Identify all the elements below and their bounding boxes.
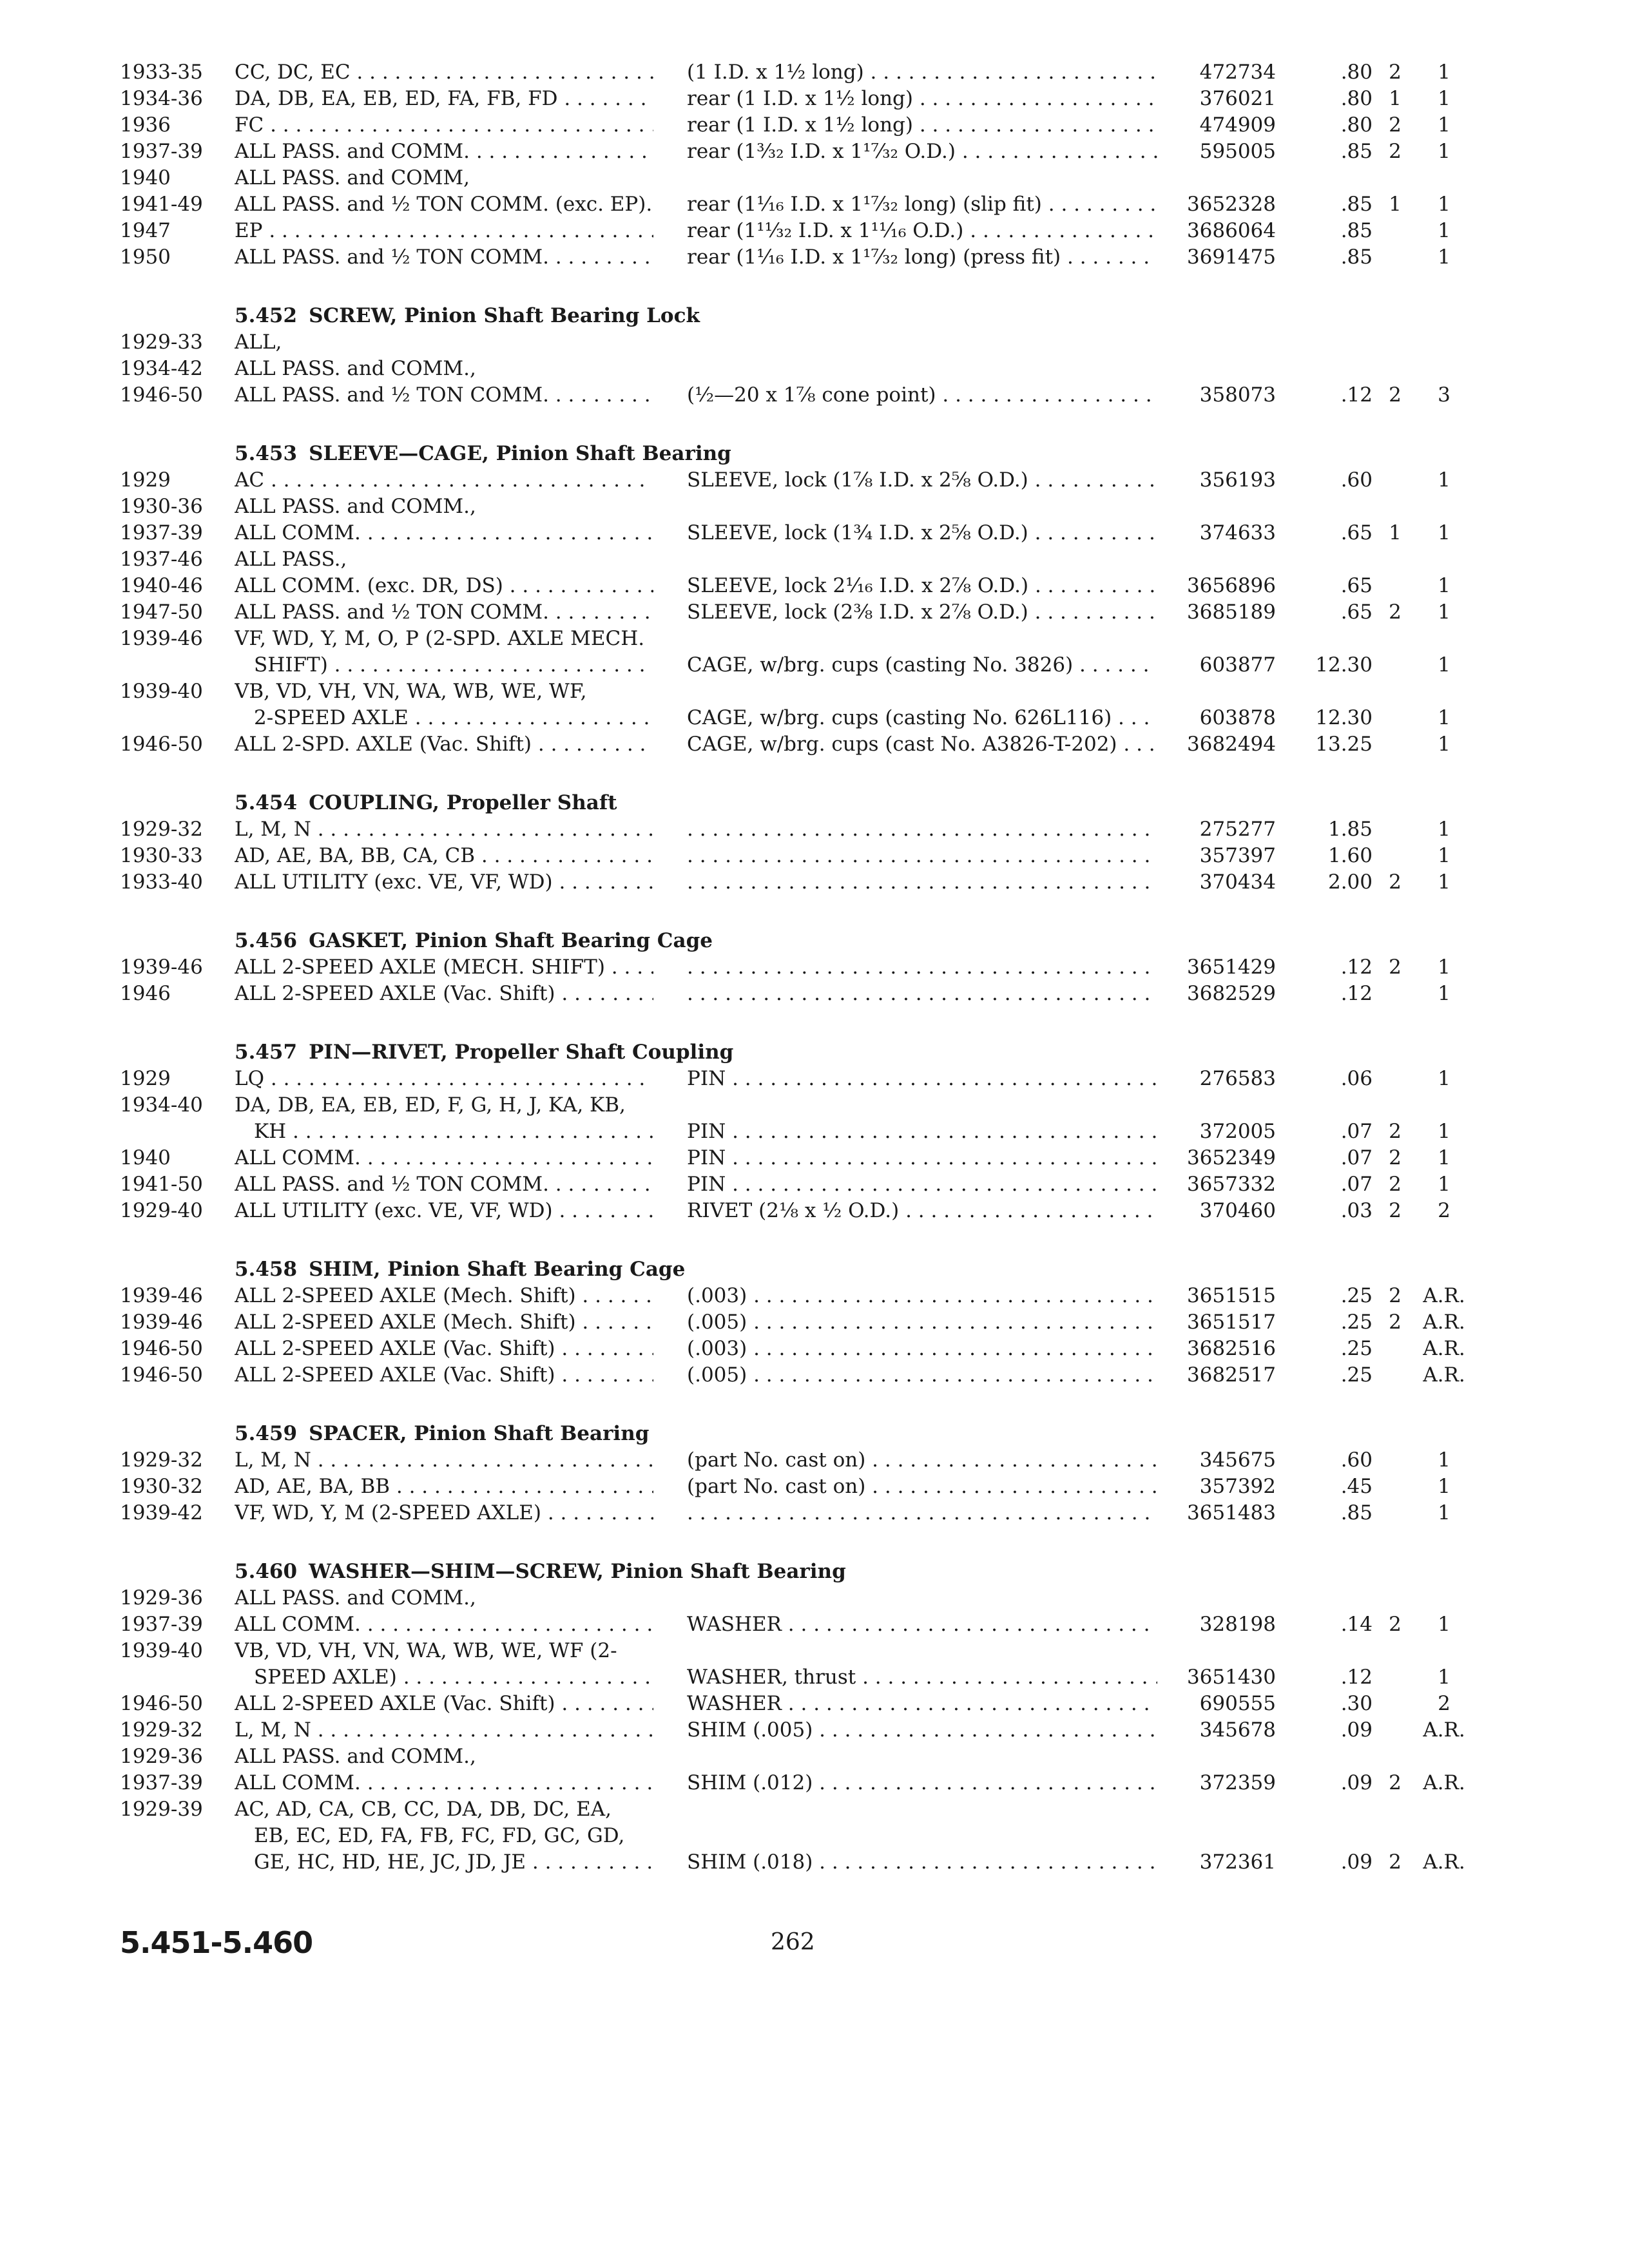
quantity: 1 <box>1438 1448 1451 1472</box>
model-list: FC . . . <box>235 112 653 138</box>
model-years: 1937-39 <box>120 1771 203 1794</box>
model-years: 1930-33 <box>120 844 203 867</box>
part-description: rear (1 I.D. x 1½ long) . . . <box>687 112 1157 138</box>
list-price: .65 <box>1340 574 1373 597</box>
model-years: 1939-46 <box>120 627 203 650</box>
quantity: A.R. <box>1423 1771 1465 1794</box>
model-years: 1934-40 <box>120 1093 203 1117</box>
model-list: AC, AD, CA, CB, CC, DA, DB, DC, EA, <box>235 1798 612 1821</box>
part-number: 472734 <box>1199 61 1276 84</box>
list-price: .30 <box>1340 1692 1373 1715</box>
part-description: rear (1¹⁄₁₆ I.D. x 1¹⁷⁄₃₂ long) (slip fit) . . . <box>687 191 1157 217</box>
part-description: SHIM (.012) . . . <box>687 1770 1157 1796</box>
part-description: CAGE, w/brg. cups (casting No. 3826) . . . <box>687 652 1157 678</box>
part-description: (.005) . . . <box>687 1309 1157 1335</box>
part-description: PIN . . . <box>687 1066 1157 1091</box>
quantity: 1 <box>1438 521 1451 544</box>
list-price: .09 <box>1340 1850 1373 1874</box>
part-description: PIN . . . <box>687 1171 1157 1197</box>
model-list: ALL 2-SPEED AXLE (Mech. Shift) . . . <box>235 1283 653 1309</box>
part-description: SHIM (.018) . . . <box>687 1849 1157 1875</box>
model-list: AC . . . <box>235 467 653 493</box>
quantity: 1 <box>1438 193 1451 216</box>
section-range-label: 5.451-5.460 <box>120 1925 313 1960</box>
part-description: SLEEVE, lock (1¾ I.D. x 2⅝ O.D.) . . . <box>687 520 1157 546</box>
part-number: 372361 <box>1199 1850 1276 1874</box>
model-list: ALL COMM. (exc. DR, DS) . . . <box>235 573 653 599</box>
quantity: 1 <box>1438 468 1451 492</box>
model-list: ALL 2-SPEED AXLE (Mech. Shift) . . . <box>235 1309 653 1335</box>
section-title: SPACER, Pinion Shaft Bearing <box>309 1422 650 1445</box>
group-code: 2 <box>1389 601 1402 624</box>
part-number: 3682494 <box>1186 733 1276 756</box>
model-list: ALL, <box>235 331 282 354</box>
model-list: DA, DB, EA, EB, ED, FA, FB, FD . . . <box>235 86 653 111</box>
quantity: A.R. <box>1423 1337 1465 1360</box>
list-price: .12 <box>1340 1666 1373 1689</box>
model-list: ALL PASS. and COMM., <box>235 1586 476 1610</box>
model-years: 1929-40 <box>120 1199 203 1222</box>
model-years: 1939-42 <box>120 1501 203 1524</box>
list-price: .12 <box>1340 982 1373 1005</box>
list-price: .65 <box>1340 601 1373 624</box>
model-years: 1937-39 <box>120 140 203 163</box>
part-description: rear (1 I.D. x 1½ long) . . . <box>687 86 1157 111</box>
model-list: ALL UTILITY (exc. VE, VF, WD) . . . <box>235 1198 653 1224</box>
part-number: 690555 <box>1199 1692 1276 1715</box>
list-price: 12.30 <box>1315 706 1373 729</box>
part-number: 3651483 <box>1186 1501 1276 1524</box>
part-number: 345675 <box>1199 1448 1276 1472</box>
part-description <box>687 954 1157 980</box>
model-years: 1946-50 <box>120 733 203 756</box>
model-years: 1946-50 <box>120 383 203 407</box>
model-list: EP . . . <box>235 218 653 244</box>
list-price: .60 <box>1340 1448 1373 1472</box>
quantity: A.R. <box>1423 1363 1465 1387</box>
model-list: KH . . . <box>254 1119 653 1144</box>
list-price: 1.85 <box>1327 818 1373 841</box>
group-code: 2 <box>1389 1771 1402 1794</box>
section-heading <box>235 441 731 466</box>
list-price: .25 <box>1340 1311 1373 1334</box>
model-years: 1933-40 <box>120 870 203 894</box>
list-price: .25 <box>1340 1337 1373 1360</box>
model-list: ALL PASS. and ½ TON COMM. . . . <box>235 244 653 270</box>
model-list: GE, HC, HD, HE, JC, JD, JE . . . <box>254 1849 653 1875</box>
group-code: 2 <box>1389 1613 1402 1636</box>
part-number: 376021 <box>1199 87 1276 110</box>
section-title: PIN—RIVET, Propeller Shaft Coupling <box>309 1041 734 1064</box>
model-years: 1939-46 <box>120 1284 203 1307</box>
model-list: ALL PASS., <box>235 548 347 571</box>
quantity: 1 <box>1438 1067 1451 1090</box>
model-list: ALL PASS. and ½ TON COMM. . . . <box>235 599 653 625</box>
part-number: 3682529 <box>1186 982 1276 1005</box>
model-list: ALL PASS. and ½ TON COMM. . . . <box>235 382 653 408</box>
model-years: 1929-32 <box>120 1448 203 1472</box>
quantity: 1 <box>1438 956 1451 979</box>
part-description: SLEEVE, lock (2⅜ I.D. x 2⅞ O.D.) . . . <box>687 599 1157 625</box>
part-number: 603877 <box>1199 653 1276 677</box>
model-years: 1930-32 <box>120 1475 203 1498</box>
part-description: (.003) . . . <box>687 1283 1157 1309</box>
quantity: 1 <box>1438 1146 1451 1169</box>
model-list: VF, WD, Y, M, O, P (2-SPD. AXLE MECH. <box>235 627 645 650</box>
model-list: ALL PASS. and ½ TON COMM. . . . <box>235 1171 653 1197</box>
section-number: 5.452 <box>235 304 298 327</box>
model-list: ALL PASS. and COMM, <box>235 166 470 189</box>
list-price: .80 <box>1340 87 1373 110</box>
model-years: 1941-50 <box>120 1173 203 1196</box>
quantity: A.R. <box>1423 1311 1465 1334</box>
group-code: 2 <box>1389 956 1402 979</box>
list-price: .85 <box>1340 140 1373 163</box>
model-years: 1929-39 <box>120 1798 203 1821</box>
list-price: 13.25 <box>1315 733 1373 756</box>
part-number: 3686064 <box>1186 219 1276 242</box>
list-price: .80 <box>1340 113 1373 137</box>
part-number: 3685189 <box>1186 601 1276 624</box>
model-list: SHIFT) . . . <box>254 652 653 678</box>
part-number: 358073 <box>1199 383 1276 407</box>
list-price: .65 <box>1340 521 1373 544</box>
model-years: 1929-36 <box>120 1586 203 1610</box>
part-description: SHIM (.005) . . . <box>687 1717 1157 1743</box>
quantity: 1 <box>1438 113 1451 137</box>
section-number: 5.459 <box>235 1422 298 1445</box>
model-years: 1946-50 <box>120 1692 203 1715</box>
part-description: WASHER, thrust . . . <box>687 1664 1157 1690</box>
model-list: ALL 2-SPEED AXLE (Vac. Shift) . . . <box>235 981 653 1006</box>
part-number: 357392 <box>1199 1475 1276 1498</box>
part-description: CAGE, w/brg. cups (cast No. A3826-T-202) . . . <box>687 731 1157 757</box>
model-list: ALL 2-SPEED AXLE (Vac. Shift) . . . <box>235 1362 653 1388</box>
quantity: 1 <box>1438 140 1451 163</box>
part-number: 374633 <box>1199 521 1276 544</box>
list-price: 12.30 <box>1315 653 1373 677</box>
model-list: ALL PASS. and COMM. . . . <box>235 139 653 164</box>
quantity: 1 <box>1438 1613 1451 1636</box>
part-description: SLEEVE, lock (1⅞ I.D. x 2⅝ O.D.) . . . <box>687 467 1157 493</box>
quantity: 1 <box>1438 601 1451 624</box>
part-description: SLEEVE, lock 2¹⁄₁₆ I.D. x 2⅞ O.D.) . . . <box>687 573 1157 599</box>
model-years: 1937-39 <box>120 521 203 544</box>
model-years: 1940 <box>120 1146 171 1169</box>
model-years: 1929-32 <box>120 1718 203 1742</box>
group-code: 2 <box>1389 383 1402 407</box>
model-list: LQ . . . <box>235 1066 653 1091</box>
quantity: 1 <box>1438 982 1451 1005</box>
model-years: 1929-36 <box>120 1745 203 1768</box>
model-list: VB, VD, VH, VN, WA, WB, WE, WF (2- <box>235 1639 617 1662</box>
model-list: VB, VD, VH, VN, WA, WB, WE, WF, <box>235 680 587 703</box>
model-list: AD, AE, BA, BB, CA, CB . . . <box>235 843 653 869</box>
group-code: 1 <box>1389 193 1402 216</box>
group-code: 2 <box>1389 1173 1402 1196</box>
model-years: 1929 <box>120 1067 171 1090</box>
model-years: 1947 <box>120 219 171 242</box>
quantity: 1 <box>1438 870 1451 894</box>
model-list: AD, AE, BA, BB . . . <box>235 1474 653 1499</box>
list-price: .45 <box>1340 1475 1373 1498</box>
part-description: CAGE, w/brg. cups (casting No. 626L116) . . . <box>687 705 1157 731</box>
group-code: 1 <box>1389 87 1402 110</box>
model-years: 1946-50 <box>120 1337 203 1360</box>
section-number: 5.454 <box>235 791 298 814</box>
quantity: 1 <box>1438 574 1451 597</box>
model-years: 1934-42 <box>120 357 203 380</box>
section-heading <box>235 1039 733 1065</box>
model-years: 1929-33 <box>120 331 203 354</box>
quantity: 1 <box>1438 706 1451 729</box>
list-price: .09 <box>1340 1718 1373 1742</box>
model-list: ALL UTILITY (exc. VE, VF, WD) . . . <box>235 869 653 895</box>
part-description: rear (1¹⁄₁₆ I.D. x 1¹⁷⁄₃₂ long) (press fit) . . . <box>687 244 1157 270</box>
group-code: 2 <box>1389 1146 1402 1169</box>
section-heading <box>235 1421 649 1446</box>
model-list: ALL COMM. . . . <box>235 1145 653 1171</box>
model-list: ALL 2-SPEED AXLE (MECH. SHIFT) . . . <box>235 954 653 980</box>
model-years: 1941-49 <box>120 193 203 216</box>
model-list: L, M, N . . . <box>235 816 653 842</box>
quantity: A.R. <box>1423 1718 1465 1742</box>
model-years: 1937-39 <box>120 1613 203 1636</box>
part-number: 275277 <box>1199 818 1276 841</box>
model-list: ALL 2-SPD. AXLE (Vac. Shift) . . . <box>235 731 653 757</box>
part-description <box>687 816 1157 842</box>
part-description: (.005) . . . <box>687 1362 1157 1388</box>
model-years: 1939-46 <box>120 956 203 979</box>
group-code: 2 <box>1389 140 1402 163</box>
list-price: .85 <box>1340 1501 1373 1524</box>
group-code: 2 <box>1389 870 1402 894</box>
list-price: .85 <box>1340 193 1373 216</box>
list-price: 2.00 <box>1327 870 1373 894</box>
part-number: 3651515 <box>1186 1284 1276 1307</box>
list-price: .14 <box>1340 1613 1373 1636</box>
model-years: 1939-46 <box>120 1311 203 1334</box>
model-years: 1947-50 <box>120 601 203 624</box>
section-title: WASHER—SHIM—SCREW, Pinion Shaft Bearing <box>309 1560 846 1583</box>
section-number: 5.453 <box>235 442 298 465</box>
list-price: .09 <box>1340 1771 1373 1794</box>
part-description <box>687 843 1157 869</box>
part-description: (1 I.D. x 1½ long) . . . <box>687 59 1157 85</box>
model-list: VF, WD, Y, M (2-SPEED AXLE) . . . <box>235 1500 653 1526</box>
model-years: 1929 <box>120 468 171 492</box>
quantity: 2 <box>1438 1692 1451 1715</box>
list-price: .07 <box>1340 1173 1373 1196</box>
quantity: 1 <box>1438 61 1451 84</box>
model-list: ALL COMM. . . . <box>235 520 653 546</box>
model-years: 1937-46 <box>120 548 203 571</box>
list-price: .60 <box>1340 468 1373 492</box>
part-number: 3651517 <box>1186 1311 1276 1334</box>
part-description <box>687 981 1157 1006</box>
list-price: .80 <box>1340 61 1373 84</box>
part-description <box>687 869 1157 895</box>
part-description: (.003) . . . <box>687 1336 1157 1361</box>
part-description: WASHER . . . <box>687 1691 1157 1716</box>
model-years: 1946 <box>120 982 171 1005</box>
model-list: EB, EC, ED, FA, FB, FC, FD, GC, GD, <box>254 1824 625 1847</box>
section-heading <box>235 790 617 816</box>
part-description: PIN . . . <box>687 1119 1157 1144</box>
part-number: 3682517 <box>1186 1363 1276 1387</box>
list-price: .25 <box>1340 1363 1373 1387</box>
section-heading <box>235 1559 846 1584</box>
quantity: A.R. <box>1423 1284 1465 1307</box>
quantity: 1 <box>1438 87 1451 110</box>
list-price: .85 <box>1340 245 1373 269</box>
model-list: CC, DC, EC . . . <box>235 59 653 85</box>
quantity: 1 <box>1438 1501 1451 1524</box>
part-description: rear (1³⁄₃₂ I.D. x 1¹⁷⁄₃₂ O.D.) . . . <box>687 139 1157 164</box>
part-number: 3652328 <box>1186 193 1276 216</box>
model-list: L, M, N . . . <box>235 1717 653 1743</box>
list-price: 1.60 <box>1327 844 1373 867</box>
model-list: ALL PASS. and COMM., <box>235 495 476 518</box>
model-list: SPEED AXLE) . . . <box>254 1664 653 1690</box>
quantity: 2 <box>1438 1199 1451 1222</box>
group-code: 2 <box>1389 1311 1402 1334</box>
list-price: .07 <box>1340 1146 1373 1169</box>
model-list: ALL COMM. . . . <box>235 1770 653 1796</box>
section-heading <box>235 928 713 954</box>
quantity: 1 <box>1438 653 1451 677</box>
part-number: 345678 <box>1199 1718 1276 1742</box>
model-list: 2-SPEED AXLE . . . <box>254 705 653 731</box>
model-list: ALL 2-SPEED AXLE (Vac. Shift) . . . <box>235 1691 653 1716</box>
part-description: (part No. cast on) . . . <box>687 1474 1157 1499</box>
section-number: 5.460 <box>235 1560 298 1583</box>
model-list: ALL COMM. . . . <box>235 1611 653 1637</box>
quantity: 3 <box>1438 383 1451 407</box>
quantity: 1 <box>1438 1120 1451 1143</box>
model-list: ALL PASS. and COMM., <box>235 357 476 380</box>
model-list: ALL PASS. and ½ TON COMM. (exc. EP). <box>235 193 653 216</box>
part-number: 370460 <box>1199 1199 1276 1222</box>
quantity: 1 <box>1438 219 1451 242</box>
model-list: ALL 2-SPEED AXLE (Vac. Shift) . . . <box>235 1336 653 1361</box>
section-number: 5.457 <box>235 1041 298 1064</box>
model-years: 1934-36 <box>120 87 203 110</box>
list-price: .07 <box>1340 1120 1373 1143</box>
model-years: 1940-46 <box>120 574 203 597</box>
model-years: 1933-35 <box>120 61 203 84</box>
part-number: 595005 <box>1199 140 1276 163</box>
group-code: 2 <box>1389 113 1402 137</box>
part-number: 328198 <box>1199 1613 1276 1636</box>
part-number: 3682516 <box>1186 1337 1276 1360</box>
part-description: (part No. cast on) . . . <box>687 1447 1157 1473</box>
part-description: (½—20 x 1⅞ cone point) . . . <box>687 382 1157 408</box>
model-years: 1946-50 <box>120 1363 203 1387</box>
model-years: 1939-40 <box>120 1639 203 1662</box>
section-heading <box>235 1256 685 1282</box>
quantity: 1 <box>1438 1475 1451 1498</box>
group-code: 2 <box>1389 1850 1402 1874</box>
model-years: 1929-32 <box>120 818 203 841</box>
model-years: 1930-36 <box>120 495 203 518</box>
section-title: GASKET, Pinion Shaft Bearing Cage <box>309 929 713 952</box>
quantity: 1 <box>1438 733 1451 756</box>
part-description: rear (1¹¹⁄₃₂ I.D. x 1¹¹⁄₁₆ O.D.) . . . <box>687 218 1157 244</box>
section-heading <box>235 303 700 329</box>
list-price: .12 <box>1340 956 1373 979</box>
section-title: SCREW, Pinion Shaft Bearing Lock <box>309 304 700 327</box>
part-number: 357397 <box>1199 844 1276 867</box>
part-number: 3651430 <box>1186 1666 1276 1689</box>
model-list: L, M, N . . . <box>235 1447 653 1473</box>
part-number: 3691475 <box>1186 245 1276 269</box>
group-code: 2 <box>1389 1120 1402 1143</box>
list-price: .03 <box>1340 1199 1373 1222</box>
group-code: 2 <box>1389 1199 1402 1222</box>
model-years: 1940 <box>120 166 171 189</box>
part-number: 3656896 <box>1186 574 1276 597</box>
list-price: .06 <box>1340 1067 1373 1090</box>
part-number: 356193 <box>1199 468 1276 492</box>
list-price: .12 <box>1340 383 1373 407</box>
quantity: 1 <box>1438 844 1451 867</box>
section-title: COUPLING, Propeller Shaft <box>309 791 617 814</box>
part-number: 372359 <box>1199 1771 1276 1794</box>
part-number: 372005 <box>1199 1120 1276 1143</box>
model-list: DA, DB, EA, EB, ED, F, G, H, J, KA, KB, <box>235 1093 626 1117</box>
list-price: .85 <box>1340 219 1373 242</box>
model-list: ALL PASS. and COMM., <box>235 1745 476 1768</box>
part-number: 3652349 <box>1186 1146 1276 1169</box>
part-number: 370434 <box>1199 870 1276 894</box>
group-code: 2 <box>1389 1284 1402 1307</box>
section-title: SHIM, Pinion Shaft Bearing Cage <box>309 1258 686 1281</box>
section-number: 5.456 <box>235 929 298 952</box>
part-number: 474909 <box>1199 113 1276 137</box>
page-number: 262 <box>771 1929 815 1956</box>
quantity: 1 <box>1438 818 1451 841</box>
part-description <box>687 1500 1157 1526</box>
quantity: 1 <box>1438 1173 1451 1196</box>
model-years: 1950 <box>120 245 171 269</box>
quantity: 1 <box>1438 245 1451 269</box>
part-description: PIN . . . <box>687 1145 1157 1171</box>
part-number: 3657332 <box>1186 1173 1276 1196</box>
part-number: 603878 <box>1199 706 1276 729</box>
model-years: 1939-40 <box>120 680 203 703</box>
part-number: 3651429 <box>1186 956 1276 979</box>
group-code: 2 <box>1389 61 1402 84</box>
model-years: 1936 <box>120 113 171 137</box>
section-title: SLEEVE—CAGE, Pinion Shaft Bearing <box>309 442 731 465</box>
quantity: 1 <box>1438 1666 1451 1689</box>
part-description: WASHER . . . <box>687 1611 1157 1637</box>
list-price: .25 <box>1340 1284 1373 1307</box>
part-number: 276583 <box>1199 1067 1276 1090</box>
quantity: A.R. <box>1423 1850 1465 1874</box>
section-number: 5.458 <box>235 1258 298 1281</box>
group-code: 1 <box>1389 521 1402 544</box>
part-description: RIVET (2⅛ x ½ O.D.) . . . <box>687 1198 1157 1224</box>
